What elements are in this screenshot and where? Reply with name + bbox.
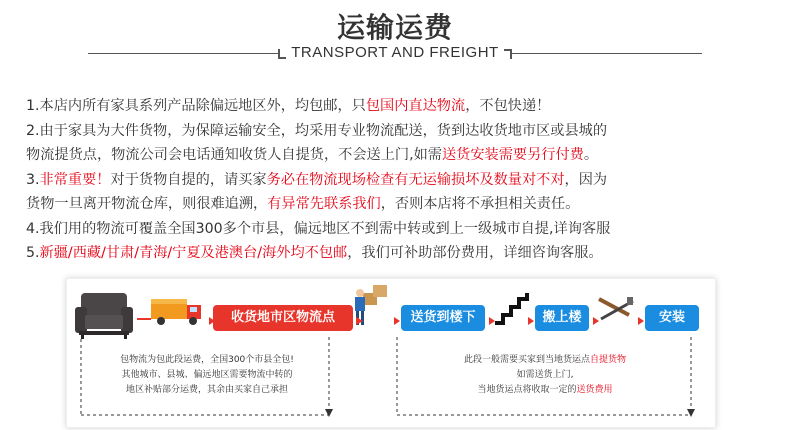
right-note bbox=[405, 353, 685, 398]
shipping-notes bbox=[26, 94, 776, 266]
step-pickup-point: 收货地市区物流点 bbox=[213, 305, 353, 331]
left-note-line3: 地区补贴部分运费，其余由买家自己承担 bbox=[125, 385, 288, 395]
note-text: 5. bbox=[26, 245, 40, 261]
right-note-line3-text: 当地货运点将收取一定的 bbox=[477, 385, 577, 395]
divider-mark-right bbox=[504, 49, 512, 59]
note-text: 对于货物自提的，请买家 bbox=[110, 171, 267, 188]
note-line bbox=[26, 168, 776, 193]
step-carry-upstairs: 搬上楼 bbox=[535, 305, 589, 331]
sofa-icon bbox=[75, 293, 133, 339]
note-highlight: 务必在物流现场检查有无运输损坏及数量对不对 bbox=[266, 171, 565, 188]
subtitle-row bbox=[0, 44, 790, 64]
left-note-line1: 包物流为包此段运费，全国300个市县全包! bbox=[120, 355, 294, 365]
note-text: 1.本店内所有家具系列产品除偏远地区外，均包邮，只 bbox=[26, 98, 366, 114]
note-line bbox=[26, 94, 776, 119]
left-note bbox=[89, 353, 325, 398]
right-note-line1-red: 自提货物 bbox=[590, 355, 627, 365]
step-install: 安装 bbox=[645, 305, 699, 331]
stairs-icon bbox=[495, 293, 527, 323]
note-text: ，因为 bbox=[564, 171, 608, 188]
divider-right bbox=[512, 53, 702, 54]
delivery-flow-panel bbox=[66, 278, 716, 428]
note-text: 。 bbox=[583, 147, 599, 163]
note-highlight: 包国内直达物流 bbox=[365, 98, 466, 114]
page-title: 运输运费 bbox=[336, 11, 453, 44]
right-note-line2: 如需送货上门, bbox=[516, 370, 574, 380]
note-line bbox=[26, 119, 776, 144]
note-text: 2.由于家具为大件货物，为保障运输安全，均采用专业物流配送，货到达收货地市区或县城的 bbox=[26, 122, 608, 139]
right-note-line1-text: 此段一般需要买家到当地货运点 bbox=[463, 355, 590, 365]
note-text: ，否则本店将不承担相关责任。 bbox=[380, 196, 580, 212]
note-line bbox=[26, 241, 776, 266]
step-deliver-downstairs: 送货到楼下 bbox=[401, 305, 485, 331]
note-text: ，不包快递！ bbox=[465, 98, 551, 114]
note-highlight: 非常重要！ bbox=[39, 171, 111, 188]
page-subtitle: TRANSPORT AND FREIGHT bbox=[291, 44, 499, 61]
truck-icon bbox=[151, 299, 201, 325]
note-text: 4.我们用的物流可覆盖全国300多个市县，偏远地区不到需中转或到上一级城市自提,详询客服 bbox=[26, 220, 611, 237]
note-highlight: 新疆/西藏/甘肃/青海/宁夏及港澳台/海外均不包邮 bbox=[39, 245, 348, 261]
note-text: ，我们可补助部份费用，详细咨询客服。 bbox=[347, 245, 603, 261]
note-text: 物流提货点，物流公司会电话通知收货人自提货，不会送上门,如需 bbox=[26, 147, 442, 163]
note-highlight: 有异常先联系我们 bbox=[267, 196, 381, 212]
note-text: 货物一旦离开物流仓库，则很难追溯， bbox=[26, 196, 268, 212]
left-note-line2: 其他城市、县城、偏远地区需要物流中转的 bbox=[121, 370, 293, 380]
note-highlight: 送货安装需要另行付费 bbox=[441, 147, 584, 163]
delivery-worker-icon bbox=[355, 285, 387, 325]
bracket-left-arrow bbox=[325, 409, 333, 417]
note-line bbox=[26, 192, 776, 217]
bracket-right-arrow bbox=[687, 409, 695, 417]
right-note-line3 bbox=[405, 383, 685, 398]
note-line bbox=[26, 143, 776, 168]
right-note-line3-red: 送货费用 bbox=[576, 385, 613, 395]
note-text: 3. bbox=[26, 171, 40, 188]
tools-icon bbox=[599, 297, 633, 319]
right-note-line1 bbox=[405, 353, 685, 368]
note-line bbox=[26, 217, 776, 242]
